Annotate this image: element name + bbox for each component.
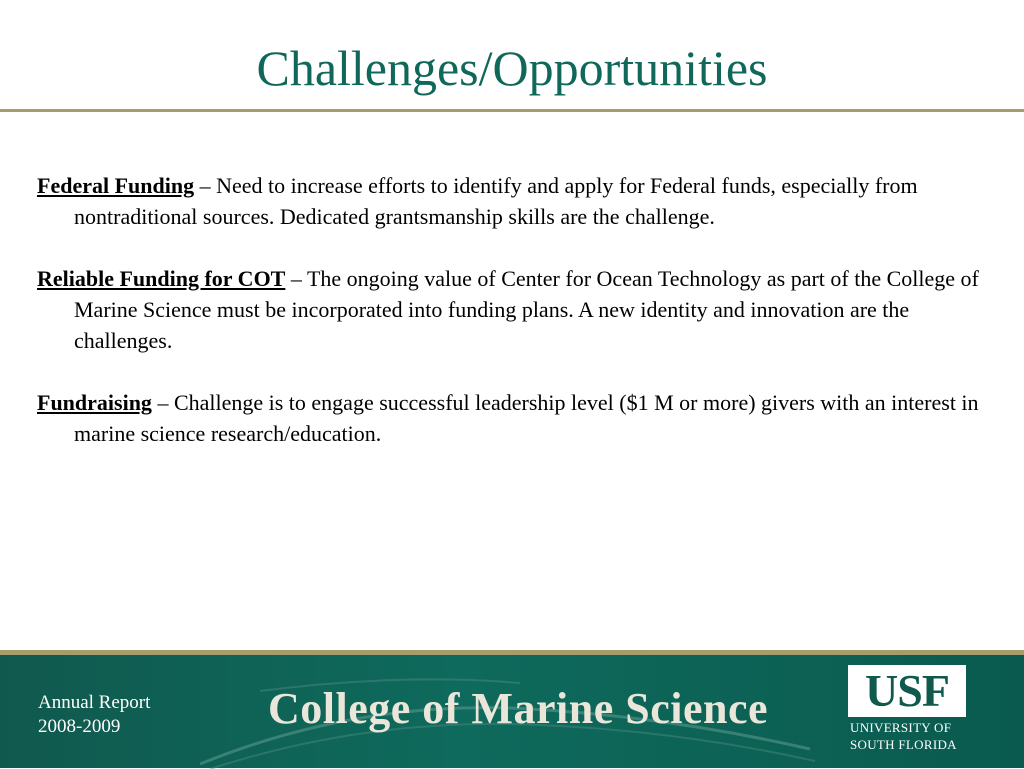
usf-name-line2: SOUTH FLORIDA — [850, 737, 957, 752]
slide-title: Challenges/Opportunities — [256, 40, 768, 96]
paragraph-fundraising — [37, 387, 992, 449]
footer-banner — [0, 650, 1024, 768]
report-label: Annual Report — [38, 692, 151, 713]
report-years: 2008-2009 — [38, 716, 121, 737]
slide-body — [37, 170, 992, 480]
paragraph-reliable-funding — [37, 263, 992, 356]
annual-report-label — [38, 691, 150, 739]
paragraph-federal-funding — [37, 170, 992, 232]
usf-logo-letters: USF — [865, 665, 949, 716]
usf-logo — [848, 665, 966, 717]
paragraph-text: – The ongoing value of Center for Ocean Technology as part of the College of Marine Science must be incorporated into funding plans. A new identity and innovation are the challenges. — [74, 266, 979, 353]
usf-name-line1: UNIVERSITY OF — [850, 720, 952, 735]
paragraph-heading: Federal Funding — [37, 173, 195, 198]
paragraph-text: – Need to increase efforts to identify and apply for Federal funds, especially from nontraditional sources. Dedicated grantsmanship skills are the challenge. — [74, 173, 918, 229]
paragraph-heading: Reliable Funding for COT — [37, 266, 286, 291]
paragraph-heading: Fundraising — [37, 390, 152, 415]
paragraph-text: – Challenge is to engage successful leadership level ($1 M or more) givers with an interest in marine science research/education. — [74, 390, 979, 446]
college-name: College of Marine Science — [268, 684, 769, 733]
usf-logo-caption — [850, 719, 970, 753]
title-divider — [0, 109, 1024, 112]
